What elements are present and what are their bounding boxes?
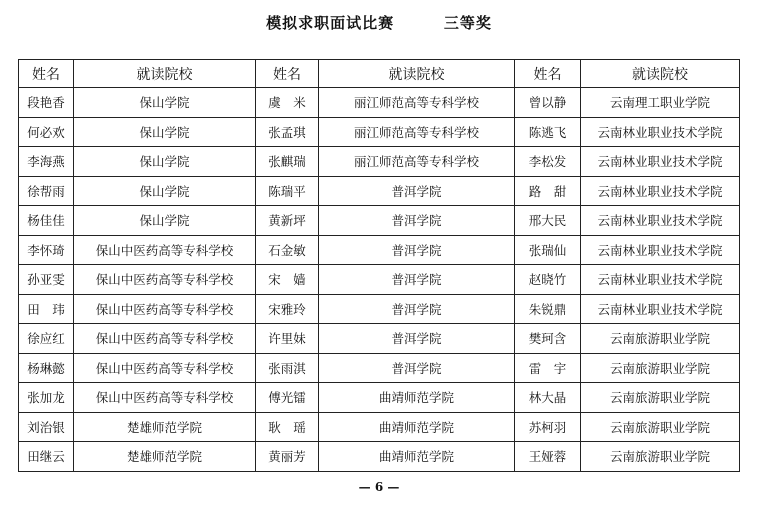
school-name: 普洱学院 (319, 324, 515, 354)
student-name: 傅光镭 (256, 383, 319, 413)
award-table (18, 59, 740, 472)
award-table-body (19, 88, 740, 472)
student-name: 李海燕 (19, 147, 74, 177)
school-name: 丽江师范高等专科学校 (319, 147, 515, 177)
school-name: 普洱学院 (319, 294, 515, 324)
student-name: 樊珂含 (515, 324, 581, 354)
school-name: 保山学院 (74, 117, 256, 147)
table-row (19, 235, 740, 265)
school-name: 云南旅游职业学院 (581, 412, 740, 442)
student-name: 徐帮雨 (19, 176, 74, 206)
student-name: 刘治银 (19, 412, 74, 442)
student-name: 张雨淇 (256, 353, 319, 383)
school-name: 云南旅游职业学院 (581, 353, 740, 383)
header-school: 就读院校 (581, 60, 740, 88)
student-name: 雷 宇 (515, 353, 581, 383)
student-name: 邢大民 (515, 206, 581, 236)
school-name: 普洱学院 (319, 265, 515, 295)
student-name: 宋雅玲 (256, 294, 319, 324)
student-name: 何必欢 (19, 117, 74, 147)
student-name: 曾以静 (515, 88, 581, 118)
award-table-header (19, 60, 740, 88)
school-name: 保山学院 (74, 176, 256, 206)
school-name: 楚雄师范学院 (74, 412, 256, 442)
table-row (19, 383, 740, 413)
school-name: 云南林业职业技术学院 (581, 117, 740, 147)
table-row (19, 147, 740, 177)
school-name: 保山中医药高等专科学校 (74, 235, 256, 265)
table-row (19, 88, 740, 118)
school-name: 保山中医药高等专科学校 (74, 353, 256, 383)
page-number: — 6 — (358, 480, 400, 494)
student-name: 宋 嫱 (256, 265, 319, 295)
school-name: 楚雄师范学院 (74, 442, 256, 472)
school-name: 云南旅游职业学院 (581, 383, 740, 413)
school-name: 保山中医药高等专科学校 (74, 294, 256, 324)
school-name: 云南理工职业学院 (581, 88, 740, 118)
student-name: 朱锐鼎 (515, 294, 581, 324)
school-name: 保山学院 (74, 206, 256, 236)
school-name: 普洱学院 (319, 353, 515, 383)
school-name: 曲靖师范学院 (319, 412, 515, 442)
school-name: 云南林业职业技术学院 (581, 176, 740, 206)
header-name: 姓名 (19, 60, 74, 88)
student-name: 李怀琦 (19, 235, 74, 265)
student-name: 孙亚雯 (19, 265, 74, 295)
student-name: 林大晶 (515, 383, 581, 413)
student-name: 杨琳懿 (19, 353, 74, 383)
student-name: 赵晓竹 (515, 265, 581, 295)
school-name: 曲靖师范学院 (319, 383, 515, 413)
student-name: 石金敏 (256, 235, 319, 265)
table-row (19, 265, 740, 295)
student-name: 徐应红 (19, 324, 74, 354)
student-name: 张孟琪 (256, 117, 319, 147)
table-row (19, 294, 740, 324)
header-row (19, 60, 740, 88)
school-name: 普洱学院 (319, 176, 515, 206)
page-title: 模拟求职面试比赛 三等奖 (266, 14, 492, 32)
student-name: 张瑞仙 (515, 235, 581, 265)
header-school: 就读院校 (74, 60, 256, 88)
table-row (19, 206, 740, 236)
table-row (19, 117, 740, 147)
school-name: 云南林业职业技术学院 (581, 235, 740, 265)
student-name: 杨佳佳 (19, 206, 74, 236)
student-name: 段艳香 (19, 88, 74, 118)
table-row (19, 412, 740, 442)
student-name: 黄丽芳 (256, 442, 319, 472)
school-name: 曲靖师范学院 (319, 442, 515, 472)
student-name: 陈逃飞 (515, 117, 581, 147)
student-name: 耿 瑶 (256, 412, 319, 442)
school-name: 云南林业职业技术学院 (581, 206, 740, 236)
student-name: 王娅蓉 (515, 442, 581, 472)
school-name: 普洱学院 (319, 235, 515, 265)
table-row (19, 176, 740, 206)
student-name: 李松发 (515, 147, 581, 177)
student-name: 许里妹 (256, 324, 319, 354)
student-name: 田继云 (19, 442, 74, 472)
school-name: 保山学院 (74, 147, 256, 177)
school-name: 保山中医药高等专科学校 (74, 383, 256, 413)
school-name: 云南林业职业技术学院 (581, 147, 740, 177)
header-name: 姓名 (515, 60, 581, 88)
school-name: 丽江师范高等专科学校 (319, 117, 515, 147)
header-name: 姓名 (256, 60, 319, 88)
student-name: 黄新坪 (256, 206, 319, 236)
table-row (19, 353, 740, 383)
school-name: 丽江师范高等专科学校 (319, 88, 515, 118)
school-name: 普洱学院 (319, 206, 515, 236)
school-name: 云南旅游职业学院 (581, 324, 740, 354)
student-name: 陈瑞平 (256, 176, 319, 206)
school-name: 云南林业职业技术学院 (581, 294, 740, 324)
student-name: 张麒瑞 (256, 147, 319, 177)
student-name: 路 甜 (515, 176, 581, 206)
student-name: 田 玮 (19, 294, 74, 324)
student-name: 苏柯羽 (515, 412, 581, 442)
school-name: 云南林业职业技术学院 (581, 265, 740, 295)
school-name: 云南旅游职业学院 (581, 442, 740, 472)
school-name: 保山中医药高等专科学校 (74, 324, 256, 354)
header-school: 就读院校 (319, 60, 515, 88)
student-name: 张加龙 (19, 383, 74, 413)
school-name: 保山中医药高等专科学校 (74, 265, 256, 295)
school-name: 保山学院 (74, 88, 256, 118)
table-row (19, 324, 740, 354)
table-row (19, 442, 740, 472)
student-name: 虞 米 (256, 88, 319, 118)
